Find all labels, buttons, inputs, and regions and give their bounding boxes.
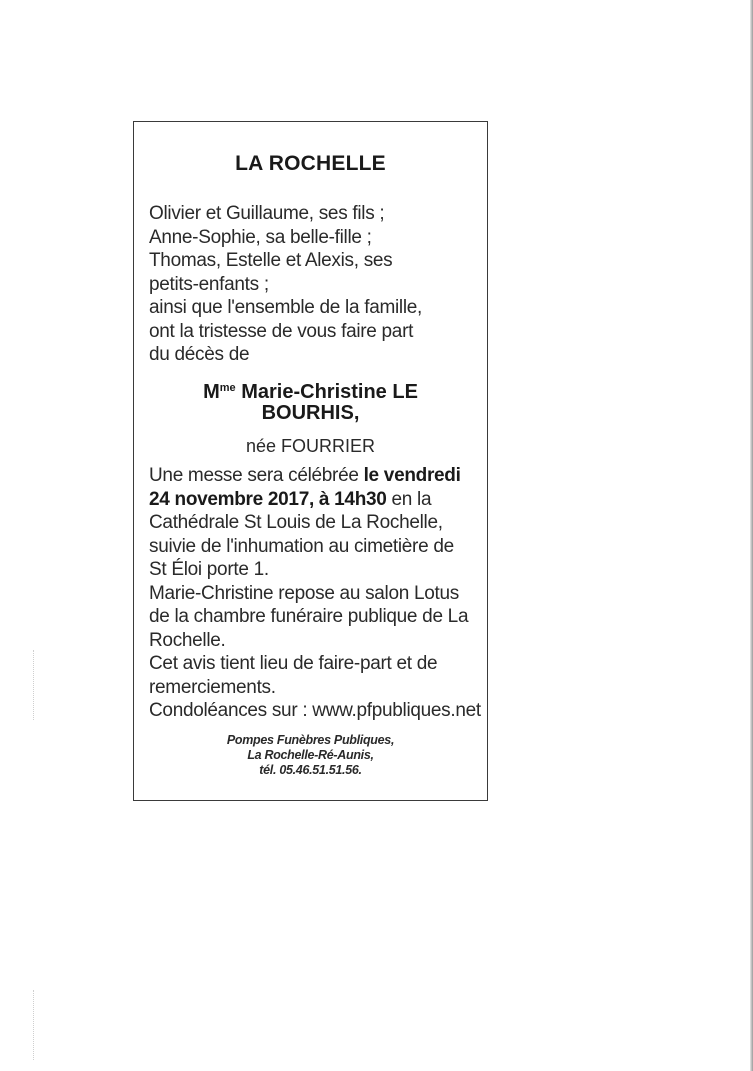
ceremony-text: Une messe sera célébrée <box>149 465 364 486</box>
scan-artifact <box>33 990 35 1060</box>
family-line: petits-enfants ; <box>149 273 269 295</box>
deceased-name <box>134 382 487 424</box>
ceremony-line: Cathédrale St Louis de La Rochelle, <box>149 512 443 533</box>
funeral-home-name: Pompes Funèbres Publiques, <box>226 733 395 747</box>
funeral-home-signature <box>134 733 487 778</box>
ceremony-line: suivie de l'inhumation au cimetière de <box>149 535 454 557</box>
ceremony-line: Marie-Christine repose au salon Lotus <box>149 582 459 604</box>
deceased-name-line1: Marie-Christine LE <box>241 381 418 403</box>
ceremony-text: en la <box>386 488 432 510</box>
scan-artifact <box>33 650 35 720</box>
funeral-home-location: La Rochelle-Ré-Aunis, <box>247 748 374 762</box>
ceremony-datetime-bold: 24 novembre 2017, à 14h30 <box>149 488 387 510</box>
deceased-title: M <box>203 381 220 403</box>
ceremony-date-bold: le vendredi <box>363 465 461 486</box>
ceremony-line: de la chambre funéraire publique de La <box>149 606 469 627</box>
condolences-line: Condoléances sur : www.pfpubliques.net <box>149 700 481 721</box>
ceremony-line: St Éloi porte 1. <box>149 559 269 580</box>
family-line: Olivier et Guillaume, ses fils ; <box>149 203 385 224</box>
ceremony-line: Cet avis tient lieu de faire-part et de <box>149 653 438 674</box>
family-line: Anne-Sophie, sa belle-fille ; <box>149 226 372 248</box>
ceremony-line: remerciements. <box>149 676 276 698</box>
ceremony-line: Rochelle. <box>149 629 226 651</box>
family-line: ont la tristesse de vous faire part <box>149 320 414 342</box>
obituary-notice <box>133 121 488 801</box>
birth-name: née FOURRIER <box>245 436 376 456</box>
notice-city-heading: LA ROCHELLE <box>235 152 386 175</box>
ceremony-details <box>149 464 479 723</box>
deceased-name-line2: BOURHIS, <box>261 402 360 424</box>
funeral-home-phone: tél. 05.46.51.51.56. <box>259 763 362 777</box>
family-announcement <box>149 202 479 367</box>
deceased-title-sup: me <box>219 382 236 394</box>
family-line: ainsi que l'ensemble de la famille, <box>149 297 423 318</box>
family-line: du décès de <box>149 344 250 365</box>
family-line: Thomas, Estelle et Alexis, ses <box>149 250 393 271</box>
